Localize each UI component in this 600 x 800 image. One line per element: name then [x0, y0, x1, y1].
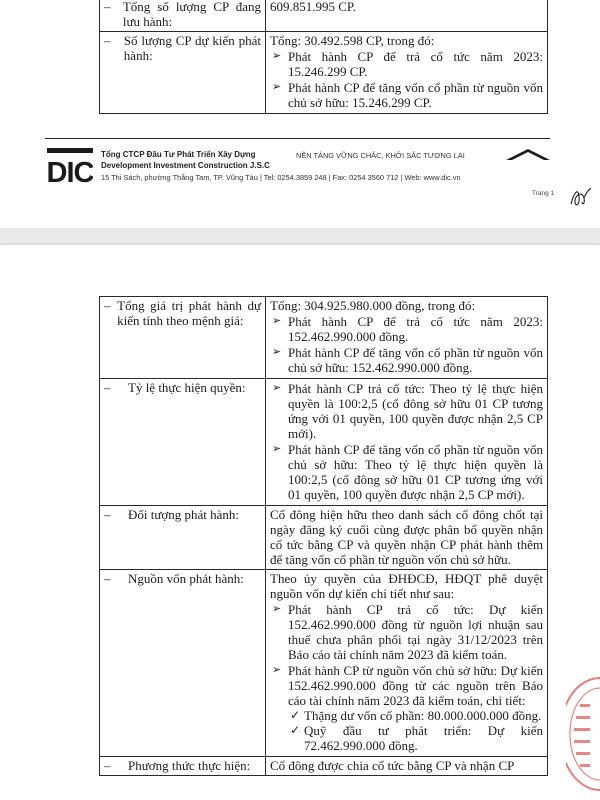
table-row — [100, 297, 548, 379]
footer-divider — [45, 138, 550, 139]
bullet-item — [288, 663, 543, 753]
value-intro: Theo ủy quyền của ĐHĐCĐ, HĐQT phê duyệt nguồn vốn dự kiến chi tiết như sau: — [270, 571, 543, 601]
row-value — [266, 379, 548, 506]
company-address: 15 Thi Sách, phường Thắng Tam, TP. Vũng Tàu | Tel: 0254.3859 248 | Fax: 0254 3560 712 | Web: www.dic.vn — [101, 173, 461, 182]
row-value — [266, 506, 548, 570]
company-name-vi: Tổng CTCP Đầu Tư Phát Triển Xây Dựng — [101, 150, 256, 159]
value-text: Cổ đông hiện hữu theo danh sách cổ đông chốt tại ngày đăng ký cuối cùng được phân bổ quyền nhận cổ tức bằng CP và quyền nhận CP phát hành thêm để tăng vốn cổ phần từ nguồn vốn chủ sở hữu. — [270, 507, 543, 567]
document-page-2 — [0, 245, 600, 800]
roof-icon — [506, 148, 550, 160]
row-value — [266, 0, 548, 32]
label-text: Tỷ lệ thực hiện quyền: — [128, 380, 246, 395]
svg-text:DIC: DIC — [47, 157, 93, 185]
issuance-table-page1 — [99, 0, 548, 114]
bullet-item: ➢ Phát hành CP để trả cổ tức năm 2023: 15.246.299 CP. — [288, 49, 543, 79]
issuance-table-page2 — [99, 296, 548, 776]
row-label: – Phương thức thực hiện: — [100, 757, 266, 776]
check-item: ✓ Thặng dư vốn cổ phần: 80.000.000.000 đồng. — [304, 708, 543, 723]
label-text: Đối tượng phát hành: — [128, 507, 240, 522]
bullet-item: ➢ Phát hành CP trả cổ tức: Theo tỷ lệ thực hiện quyền là 100:2,5 (cổ đông sở hữu 01 CP tương ứng với 01 quyền, 100 quyền được nhận 2,5 CP mới). — [288, 381, 543, 441]
bullet-text: Phát hành CP từ nguồn vốn chủ sở hữu: Dự kiến 152.462.990.000 đồng từ các nguồn trên Báo cáo tài chính năm 2023 đã kiểm toán, chi tiết: — [288, 663, 543, 708]
label-text: Tổng giá trị phát hành dự kiến tính theo mệnh giá: — [117, 298, 261, 328]
signature-icon — [568, 184, 594, 212]
table-row — [100, 379, 548, 506]
row-label: – Tổng số lượng CP đang lưu hành: — [100, 0, 266, 32]
row-value — [266, 757, 548, 776]
row-value — [266, 32, 548, 114]
row-label: – Nguồn vốn phát hành: — [100, 570, 266, 757]
bullet-item: ➢ Phát hành CP để tăng vốn cổ phần từ nguồn vốn chủ sở hữu: Theo tỷ lệ thực hiện quyền là 100:2,5 (cổ đông sở hữu 01 CP tương ứng với 01 quyền, 100 quyền được nhận 2,5 CP mới). — [288, 442, 543, 502]
label-text: Phương thức thực hiện: — [128, 758, 251, 773]
dic-logo-icon — [47, 148, 93, 185]
page-gap — [0, 228, 600, 245]
table-row — [100, 570, 548, 757]
company-stamp-icon — [566, 676, 600, 792]
document-page-1 — [0, 0, 600, 228]
row-label: – Tỷ lệ thực hiện quyền: — [100, 379, 266, 506]
table-row — [100, 32, 548, 114]
bullet-item: ➢ Phát hành CP trả cổ tức: Dự kiến 152.462.990.000 đồng từ nguồn lợi nhuận sau thuế chưa phân phối tại ngày 31/12/2023 trên Báo cáo tài chính năm 2023 đã kiểm toán. — [288, 602, 543, 662]
table-row — [100, 757, 548, 776]
company-name-en: Development Investment Construction J.S.C — [101, 161, 270, 170]
row-label: – Số lượng CP dự kiến phát hành: — [100, 32, 266, 114]
table-row — [100, 506, 548, 570]
value-intro: Tổng: 30.492.598 CP, trong đó: — [270, 33, 435, 48]
value-text: 609.851.995 CP. — [270, 0, 356, 14]
value-text: Cổ đông được chia cổ tức bằng CP và nhận CP — [270, 758, 515, 773]
bullet-item: ➢ Phát hành CP để tăng vốn cổ phần từ nguồn vốn chủ sở hữu: 15.246.299 CP. — [288, 80, 543, 110]
row-label: – Đối tượng phát hành: — [100, 506, 266, 570]
page-number: Trang 1 — [532, 190, 555, 197]
bullet-item: ➢ Phát hành CP để tăng vốn cổ phần từ nguồn vốn chủ sở hữu: 152.462.990.000 đồng. — [288, 345, 543, 375]
label-text: Số lượng CP dự kiến phát hành: — [123, 33, 261, 63]
company-slogan: NỀN TẢNG VỮNG CHẮC, KHỞI SẮC TƯƠNG LAI — [296, 151, 465, 160]
label-text: Tổng số lượng CP đang lưu hành: — [122, 0, 261, 29]
row-value — [266, 297, 548, 379]
bullet-item: ➢ Phát hành CP để trả cổ tức năm 2023: 152.462.990.000 đồng. — [288, 314, 543, 344]
table-row — [100, 0, 548, 32]
row-label: – Tổng giá trị phát hành dự kiến tính theo mệnh giá: — [100, 297, 266, 379]
row-value — [266, 570, 548, 757]
label-text: Nguồn vốn phát hành: — [128, 571, 244, 586]
value-intro: Tổng: 304.925.980.000 đồng, trong đó: — [270, 298, 476, 313]
check-item: ✓ Quỹ đầu tư phát triển: Dự kiến 72.462.990.000 đồng. — [304, 723, 543, 753]
